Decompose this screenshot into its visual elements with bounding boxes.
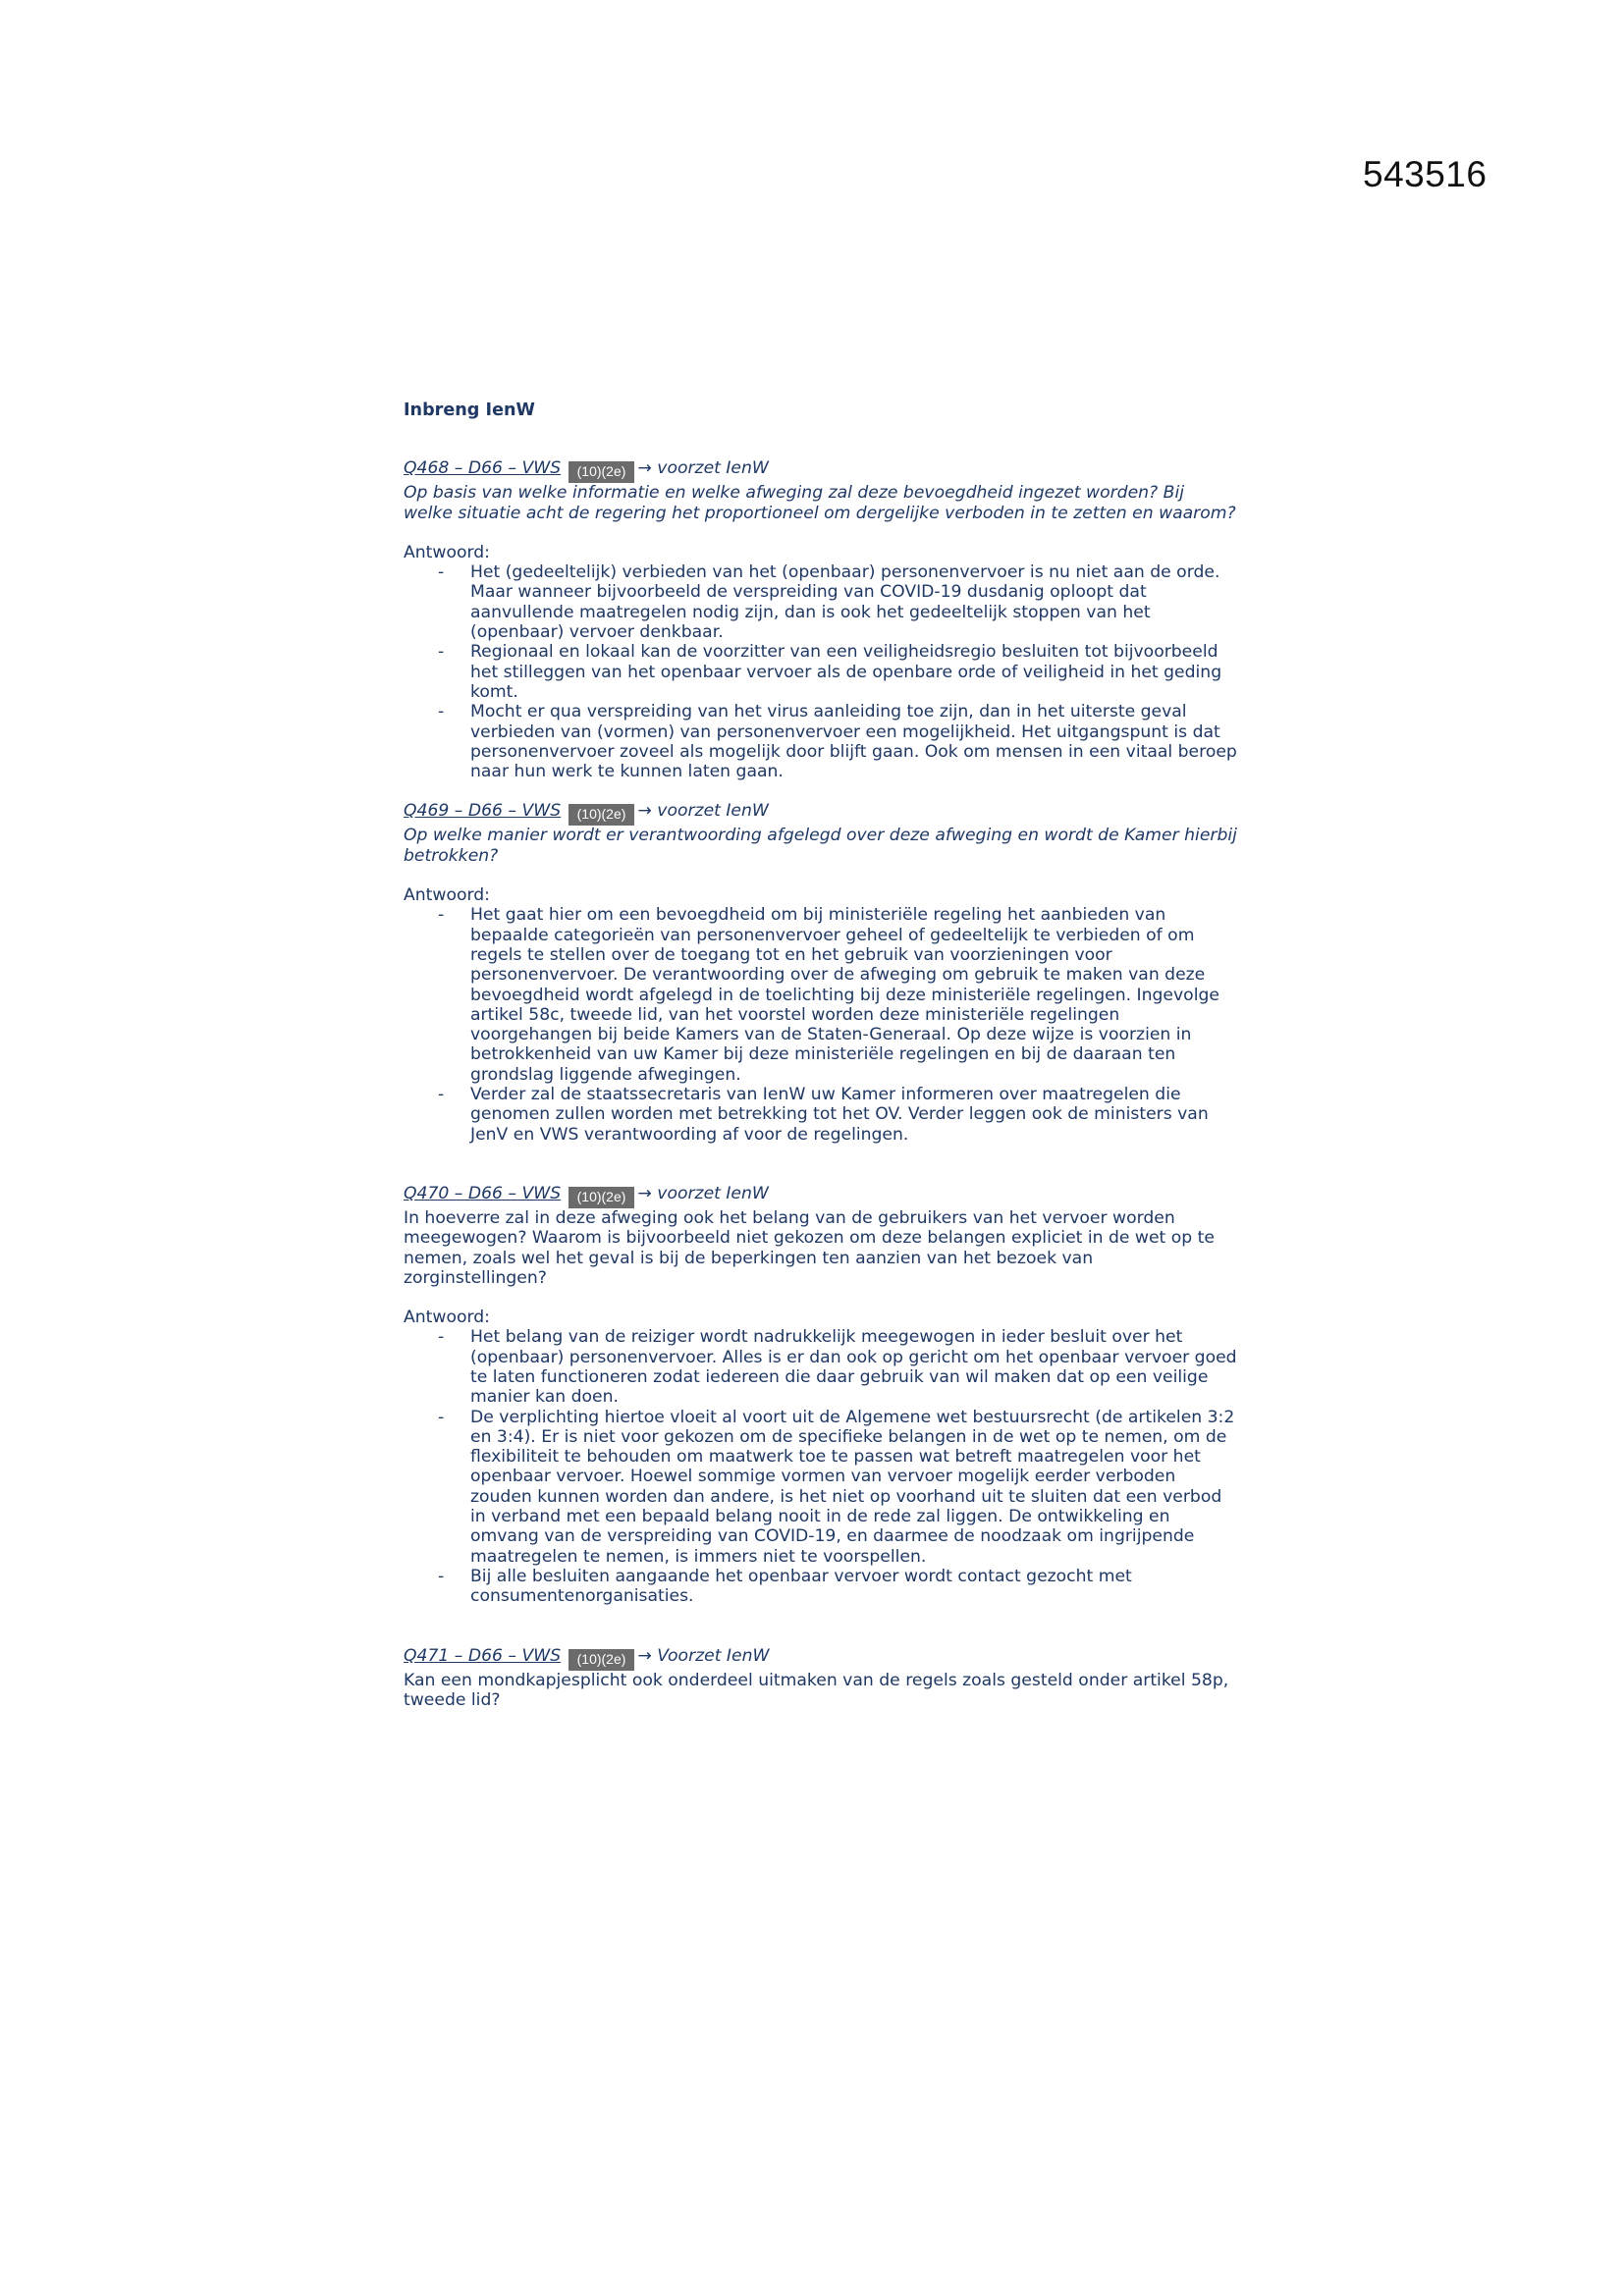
redaction-box: (10)(2e) — [568, 804, 635, 826]
question-ref: Q469 – D66 – VWS — [404, 801, 562, 822]
answer-label: Antwoord: — [404, 885, 490, 906]
question-text: In hoeverre zal in deze afweging ook het belang van de gebruikers van het vervoer worden meegewogen? Waarom is bijvoorbeeld niet gekozen om deze belangen expliciet in de wet op te nemen, zoals wel het geval is bij de beperkingen ten aanzien van het bezoek van zorginstellingen? — [404, 1207, 1215, 1288]
question-header — [404, 801, 1238, 826]
answer-item: - Het gaat hier om een bevoegdheid om bij ministeriële regeling het aanbieden van bepaalde categorieën van personenvervoer geheel of gedeeltelijk te verbieden of om regels te stellen over de toegang tot en het gebruik van voorzieningen voor personenvervoer. De verantwoording over de afweging om gebruik te maken van deze bevoegdheid wordt afgelegd in de toelichting bij deze ministeriële regelingen. Ingevolge artikel 58c, tweede lid, van het voorstel worden deze ministeriële regelingen voorgehangen bij beide Kamers van de Staten-Generaal. Op deze wijze is voorzien in betrokkenheid van uw Kamer bij deze ministeriële regelingen en bij de daaraan ten grondslag liggende afwegingen. — [438, 905, 1219, 1085]
question-target: → voorzet IenW — [637, 801, 769, 822]
answer-list — [404, 1327, 1238, 1606]
question-target: → voorzet IenW — [637, 1183, 769, 1203]
answer-list — [404, 905, 1238, 1145]
answer-list — [404, 562, 1238, 781]
answer-item: - Het belang van de reiziger wordt nadrukkelijk meegewogen in ieder besluit over het (openbaar) personenvervoer. Alles is er dan ook op gericht om het openbaar vervoer goed te laten functioneren zodat iedereen die daar gebruik van wil maken dat op een veilige manier kan doen. — [438, 1327, 1237, 1408]
answer-item: - Verder zal de staatssecretaris van IenW uw Kamer informeren over maatregelen die genomen zullen worden met betrekking tot het OV. Verder leggen ook de ministers van JenV en VWS verantwoording af voor de regelingen. — [438, 1085, 1209, 1145]
question-header — [404, 458, 1238, 483]
answer-item: - Regionaal en lokaal kan de voorzitter van een veiligheidsregio besluiten tot bijvoorbeeld het stilleggen van het openbaar vervoer als de openbare orde of veiligheid in het geding komt. — [438, 642, 1222, 702]
question-block-q471 — [404, 1646, 1238, 1711]
redaction-box: (10)(2e) — [568, 461, 635, 483]
answer-item: - De verplichting hiertoe vloeit al voort uit de Algemene wet bestuursrecht (de artikelen 3:2 en 3:4). Er is niet voor gekozen om de specifieke belangen in de wet op te nemen, om de flexibiliteit te behouden om maatwerk toe te passen wat betreft maatregelen voor het openbaar vervoer. Hoewel sommige vormen van vervoer mogelijk eerder verboden zouden kunnen worden dan andere, is het niet op voorhand uit te sluiten dat een verbod in verband met een bepaald belang nooit in de rede zal liggen. De ontwikkeling en omvang van de verspreiding van COVID-19, en daarmee de noodzaak om ingrijpende maatregelen te nemen, is immers niet te voorspellen. — [438, 1407, 1235, 1567]
question-text: Op welke manier wordt er verantwoording afgelegd over deze afweging en wordt de Kamer hierbij betrokken? — [404, 826, 1237, 866]
question-block-q470 — [404, 1184, 1238, 1607]
answer-label: Antwoord: — [404, 542, 490, 562]
answer-label: Antwoord: — [404, 1308, 490, 1328]
question-text: Kan een mondkapjesplicht ook onderdeel uitmaken van de regels zoals gesteld onder artikel 58p, tweede lid? — [404, 1670, 1229, 1710]
section-title: Inbreng IenW — [404, 400, 535, 420]
question-target: → Voorzet IenW — [637, 1645, 770, 1666]
answer-item: - Bij alle besluiten aangaande het openbaar vervoer wordt contact gezocht met consumentenorganisaties. — [438, 1566, 1132, 1607]
question-block-q468 — [404, 458, 1238, 781]
question-block-q469 — [404, 801, 1238, 1144]
page-id: 543516 — [1363, 154, 1488, 194]
question-target: → voorzet IenW — [637, 458, 769, 479]
question-ref: Q468 – D66 – VWS — [404, 458, 562, 479]
question-text: Op basis van welke informatie en welke afweging zal deze bevoegdheid ingezet worden? Bij welke situatie acht de regering het proportioneel om dergelijke verboden in te zetten en waarom? — [404, 483, 1236, 523]
question-header — [404, 1646, 1238, 1671]
document-body — [404, 400, 1238, 1710]
redaction-box: (10)(2e) — [568, 1187, 635, 1208]
question-ref: Q471 – D66 – VWS — [404, 1645, 562, 1666]
answer-item: - Mocht er qua verspreiding van het virus aanleiding toe zijn, dan in het uiterste geval verbieden van (vormen) van personenvervoer een mogelijkheid. Het uitgangspunt is dat personenvervoer zoveel als mogelijk door blijft gaan. Ook om mensen in een vitaal beroep naar hun werk te kunnen laten gaan. — [438, 702, 1237, 782]
answer-item: - Het (gedeeltelijk) verbieden van het (openbaar) personenvervoer is nu niet aan de orde. Maar wanneer bijvoorbeeld de verspreiding van COVID-19 dusdanig oploopt dat aanvullende maatregelen nodig zijn, dan is ook het gedeeltelijk stoppen van het (openbaar) vervoer denkbaar. — [438, 562, 1220, 643]
redaction-box: (10)(2e) — [568, 1649, 635, 1671]
question-ref: Q470 – D66 – VWS — [404, 1183, 562, 1203]
question-header — [404, 1184, 1238, 1208]
